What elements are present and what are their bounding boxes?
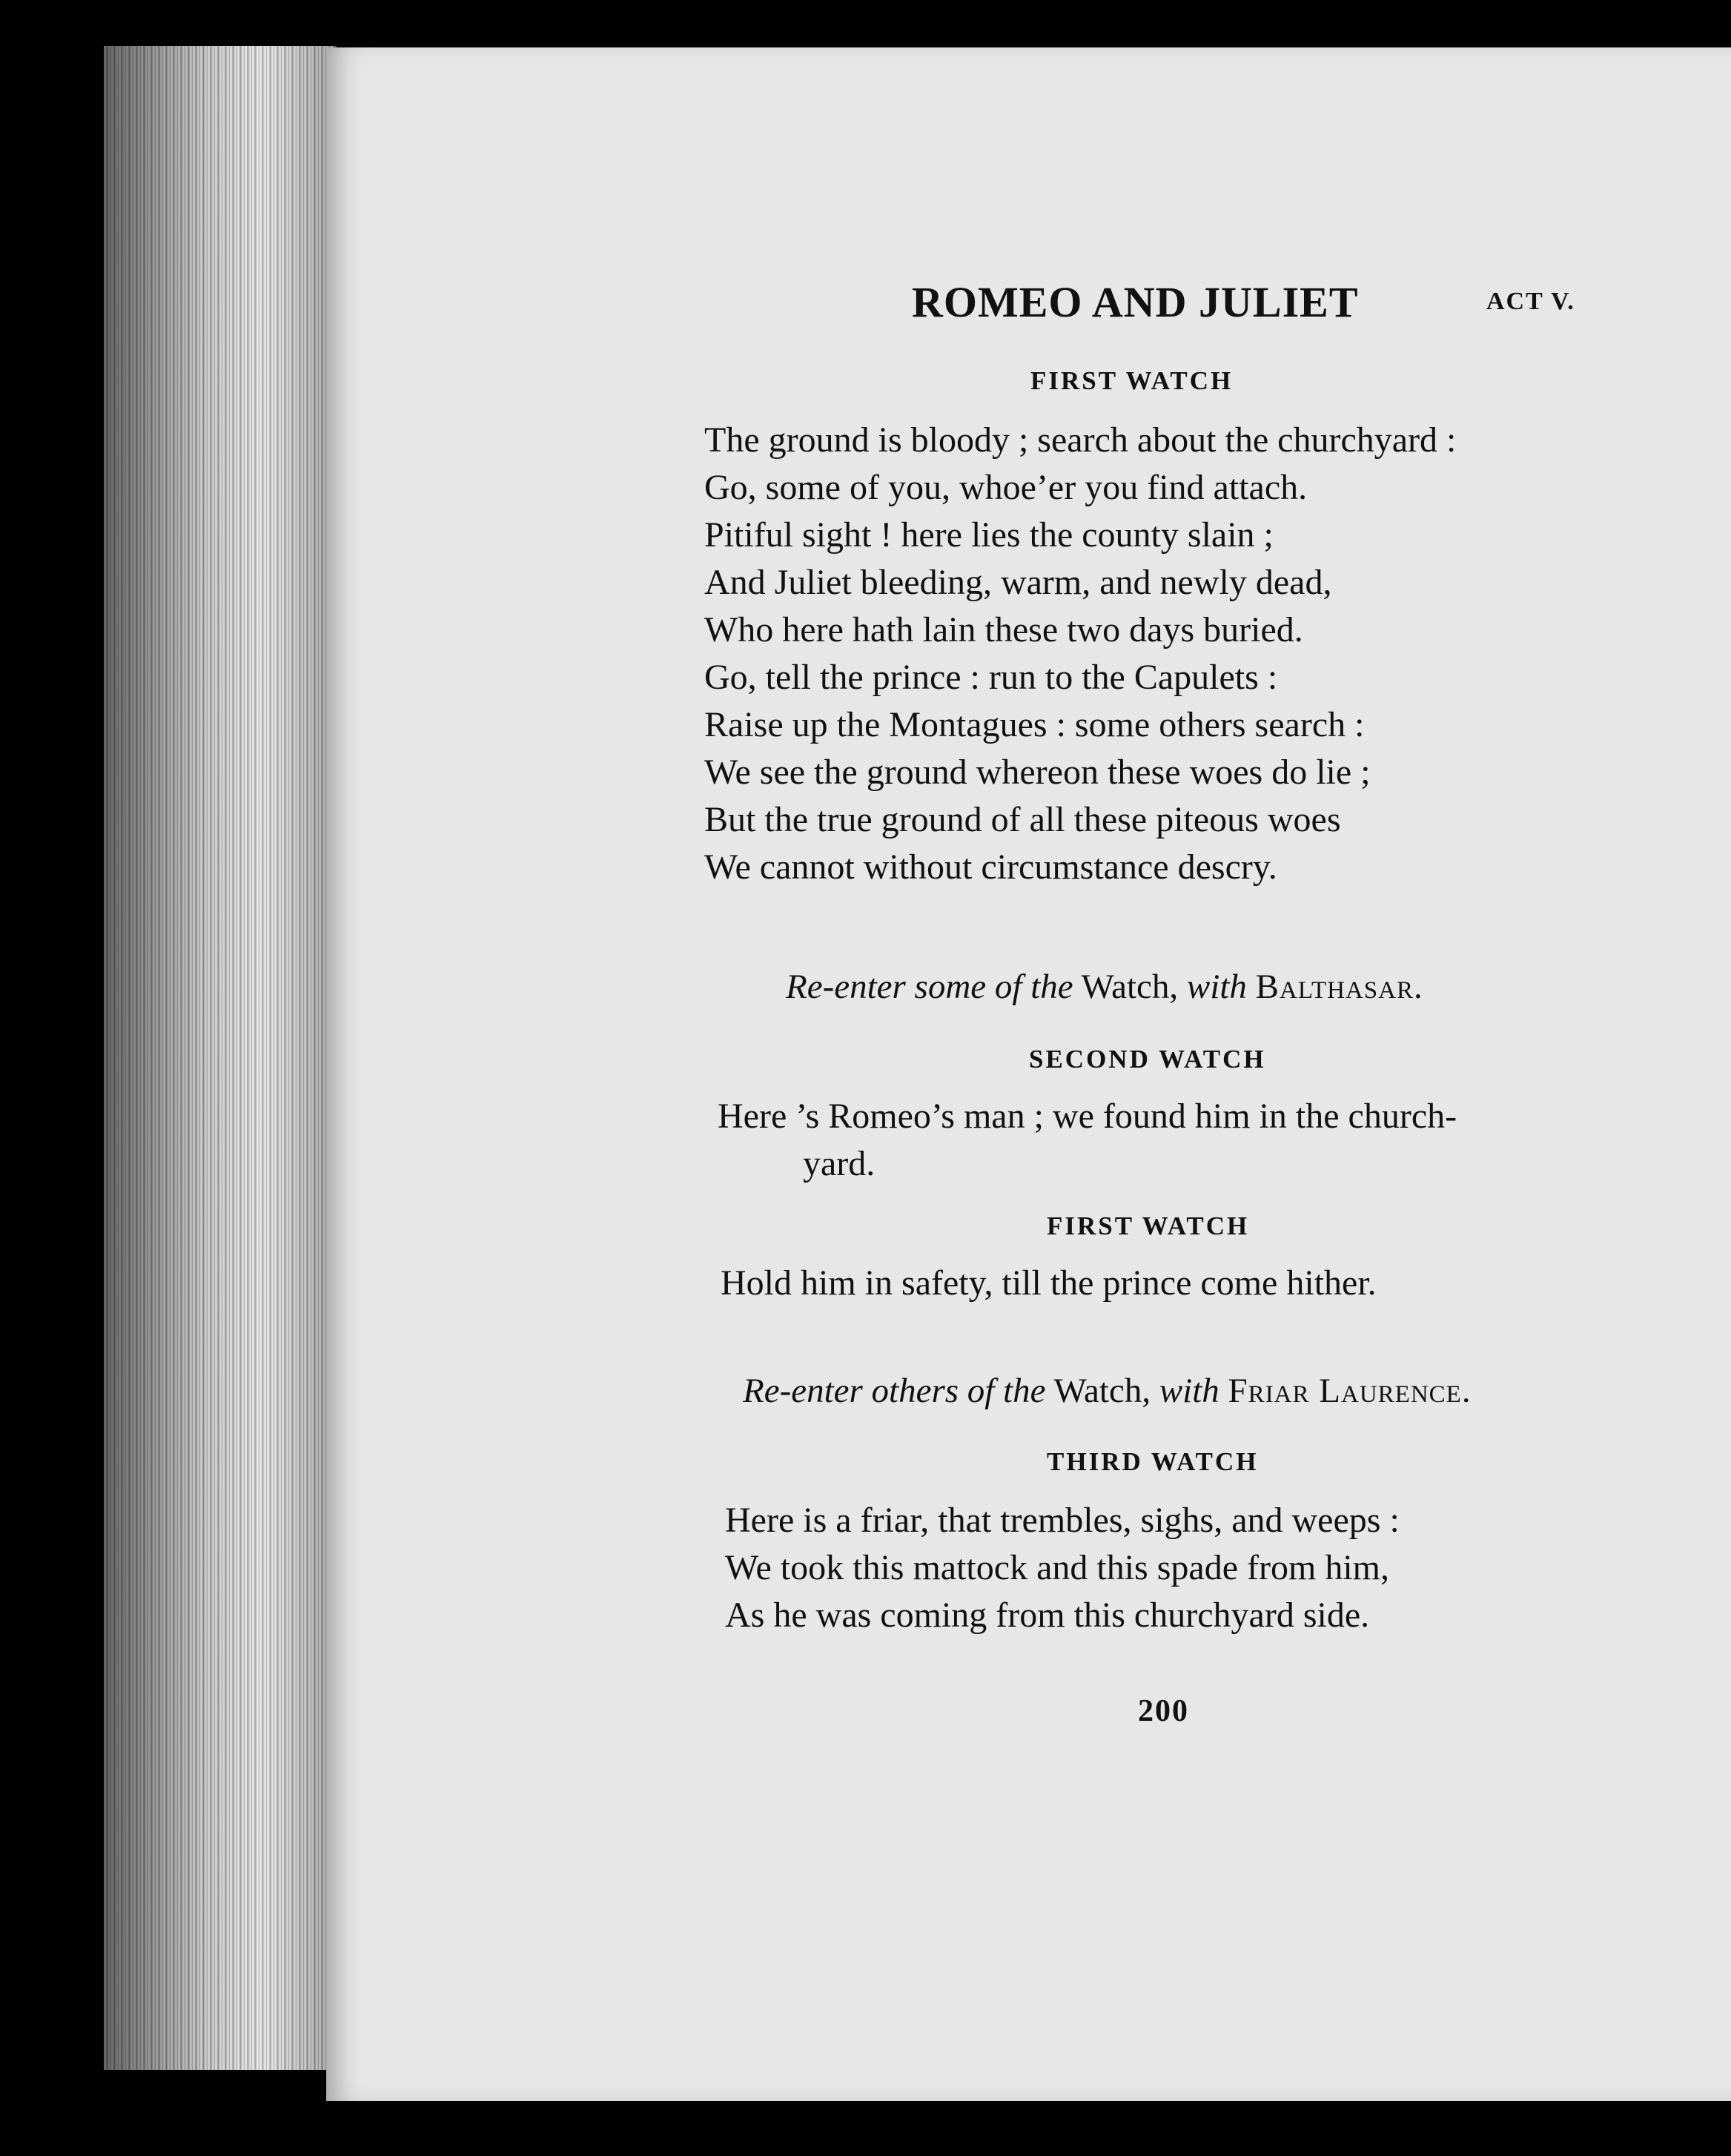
speaker-first-watch-2: FIRST WATCH bbox=[1047, 1211, 1250, 1240]
verse-line: Go, some of you, whoe’er you find attach. bbox=[704, 468, 1308, 507]
speaker-second-watch: SECOND WATCH bbox=[1029, 1045, 1266, 1074]
verse-line: Here ’s Romeo’s man ; we found him in the church- bbox=[718, 1097, 1457, 1136]
verse-line: We cannot without circumstance descry. bbox=[704, 847, 1277, 887]
speech-first-watch-2 bbox=[721, 1260, 1377, 1307]
verse-line: We took this mattock and this spade from him, bbox=[725, 1548, 1389, 1587]
stage-direction-text: with bbox=[1159, 1372, 1219, 1410]
verse-line: The ground is bloody ; search about the churchyard : bbox=[704, 420, 1457, 460]
verse-line: Pitiful sight ! here lies the county slain ; bbox=[704, 515, 1274, 555]
verse-line: Here is a friar, that trembles, sighs, and weeps : bbox=[725, 1501, 1400, 1540]
stage-direction-friar-laurence bbox=[743, 1371, 1472, 1411]
stage-direction-name: Balthasar. bbox=[1255, 968, 1423, 1006]
verse-line: We see the ground whereon these woes do lie ; bbox=[704, 753, 1371, 792]
verse-line: yard. bbox=[803, 1144, 876, 1183]
speech-first-watch bbox=[704, 417, 1456, 891]
running-head-act: ACT V. bbox=[1486, 288, 1575, 315]
stage-direction-balthasar bbox=[786, 967, 1423, 1007]
speech-third-watch bbox=[725, 1497, 1400, 1639]
verse-line: Hold him in safety, till the prince come hither. bbox=[721, 1263, 1377, 1303]
speaker-third-watch: THIRD WATCH bbox=[1047, 1447, 1259, 1476]
book-page bbox=[326, 47, 1731, 2101]
verse-line: Go, tell the prince : run to the Capulets : bbox=[704, 658, 1278, 697]
page-number: 200 bbox=[1138, 1694, 1189, 1728]
stage-direction-text: Watch, bbox=[1053, 1372, 1151, 1410]
verse-line: But the true ground of all these piteous woes bbox=[704, 800, 1341, 839]
stage-direction-text: with bbox=[1186, 968, 1247, 1006]
verse-line: And Juliet bleeding, warm, and newly dead, bbox=[704, 563, 1332, 602]
book-page-edges bbox=[104, 46, 337, 2070]
stage-direction-text: Re-enter some of the bbox=[786, 968, 1073, 1006]
verse-line: Who here hath lain these two days buried. bbox=[704, 610, 1303, 649]
verse-line: Raise up the Montagues : some others search : bbox=[704, 705, 1365, 744]
running-head bbox=[326, 277, 1586, 337]
speech-second-watch bbox=[718, 1093, 1457, 1188]
stage-direction-text: Re-enter others of the bbox=[743, 1372, 1046, 1410]
speaker-first-watch: FIRST WATCH bbox=[1030, 366, 1234, 395]
stage-direction-text: Watch, bbox=[1081, 968, 1179, 1006]
stage-direction-name: Friar Laurence. bbox=[1228, 1372, 1472, 1410]
running-head-title: ROMEO AND JULIET bbox=[912, 278, 1359, 326]
verse-line: As he was coming from this churchyard side. bbox=[725, 1595, 1370, 1635]
